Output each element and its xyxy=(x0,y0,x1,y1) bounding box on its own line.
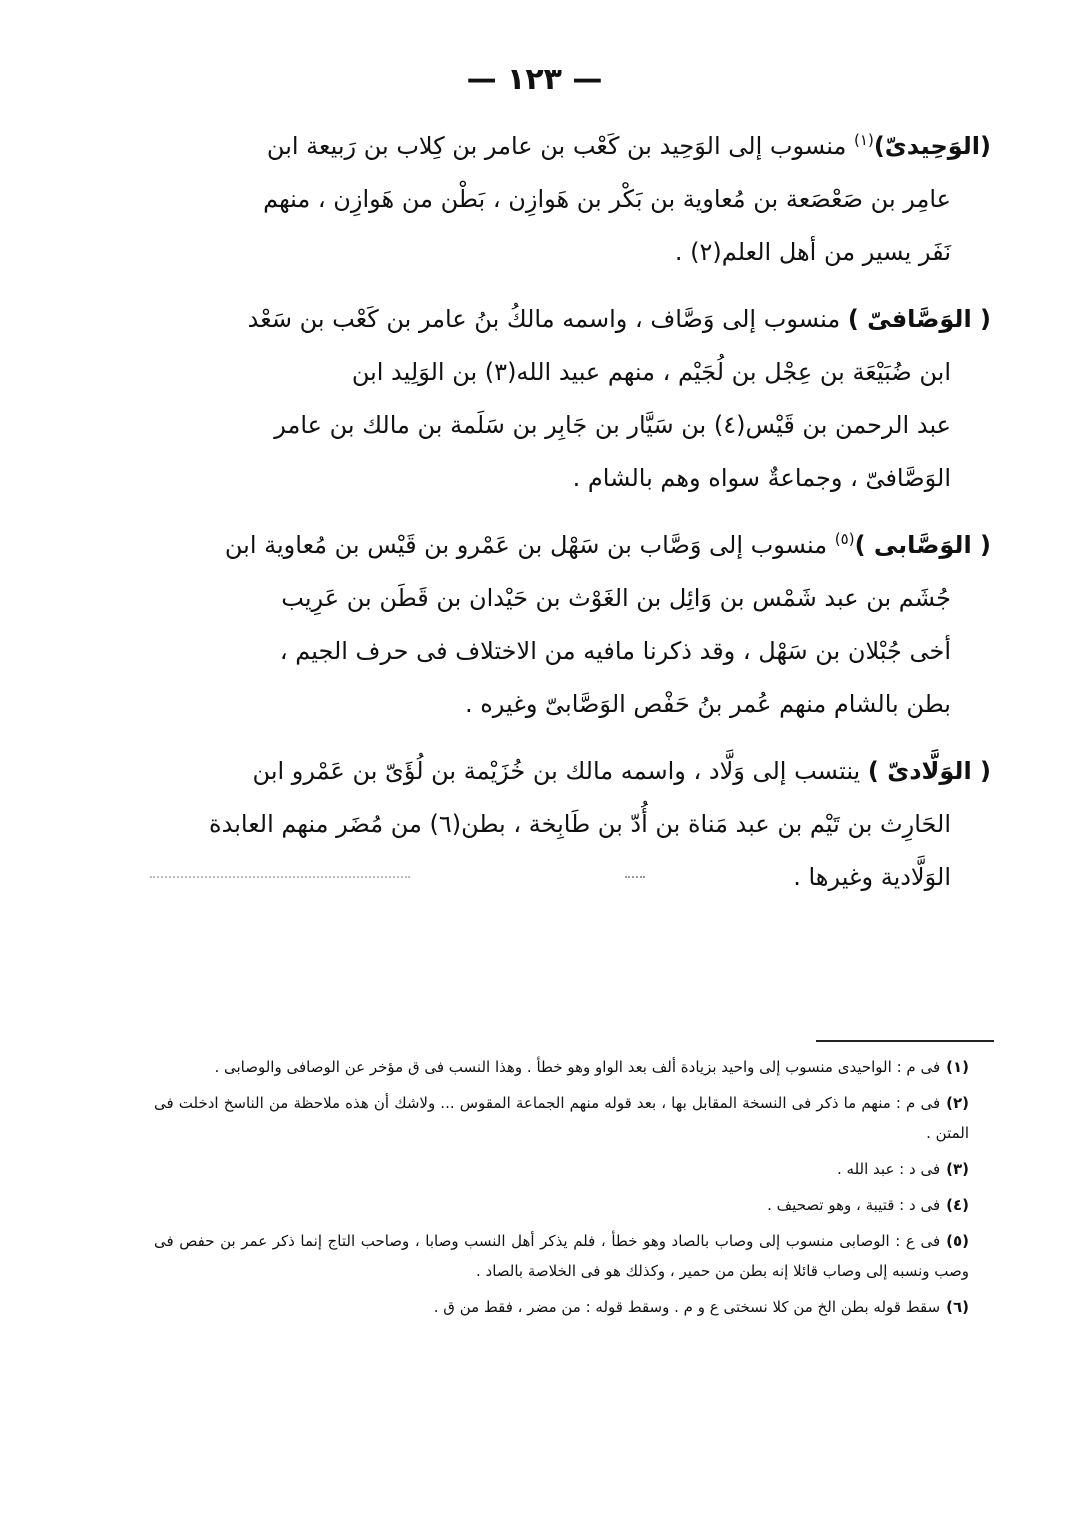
entry-line: بطن بالشام منهم عُمر بنُ حَفْص الوَصَّابىّ وغيره . xyxy=(464,690,951,718)
footnote-number: (١) xyxy=(946,1058,969,1076)
footnote xyxy=(154,1226,969,1286)
entry-wassafi xyxy=(161,293,991,505)
entry-line: الحَارِث بن تَيْم بن عبد مَناة بن أُدّ بن طَابِخة ، بطن(٦) من مُضَر منهم العابدة xyxy=(209,810,951,838)
footnote-text: فى م : الواحيدى منسوب إلى واحيد بزيادة ألف بعد الواو وهو خطأ . وهذا النسب فى ق مؤخر عن الوصافى والوصابى . xyxy=(214,1058,941,1076)
main-text xyxy=(161,120,991,918)
entry-line xyxy=(161,120,991,173)
footnote-text: فى د : عبد الله . xyxy=(837,1160,941,1178)
footnote xyxy=(154,1292,969,1322)
footnote-number: (٥) xyxy=(946,1232,969,1250)
entry-line: جُشَم بن عبد شَمْس بن وَائِل بن الغَوْث بن حَيْدان بن قَطَن بن عَرِيب xyxy=(281,584,951,612)
headword: ( الوَصَّافىّ ) xyxy=(847,305,991,333)
footnote-text: سقط قوله بطن الخ من كلا نسختى ع و م . وسقط قوله : من مضر ، فقط من ق . xyxy=(433,1298,941,1316)
headword: ( الوَصَّابى ) xyxy=(854,531,991,559)
entry-line: نَفَر يسير من أهل العلم(٢) . xyxy=(674,238,951,266)
entry-line: عبد الرحمن بن قَيْس(٤) بن سَيَّار بن جَابِر بن سَلَمة بن مالك بن عامر xyxy=(274,411,951,439)
print-speckle xyxy=(625,876,645,880)
footnote xyxy=(154,1052,969,1082)
footnote xyxy=(154,1154,969,1184)
footnote-number: (٣) xyxy=(946,1160,969,1178)
page-number: — ١٢٣ — xyxy=(466,62,603,97)
entry-line xyxy=(161,293,991,346)
footnote-separator-rule xyxy=(816,1040,994,1042)
entry-line xyxy=(161,519,991,572)
headword: ( الوَلَّادىّ ) xyxy=(867,757,991,785)
entry-text: منسوب إلى وَصَّاف ، واسمه مالكُ بنُ عامر بن كَعْب بن سَعْد xyxy=(247,305,848,333)
footnote-ref: (١) xyxy=(854,131,874,149)
print-speckle xyxy=(150,876,410,880)
entry-line: ابن ضُبَيْعَة بن عِجْل بن لُجَيْم ، منهم عبيد الله(٣) بن الوَلِيد ابن xyxy=(351,358,951,386)
footnote-text: فى ع : الوصابى منسوب إلى وصاب بالصاد وهو خطأ ، فلم يذكر أهل النسب وصابا ، وصاحب التاج إنما ذكر عمر بن حفص فى وصب ونسبه إلى وصاب قائلا إنه بطن من حمير ، وكذلك هو فى الخلاصة بالصاد . xyxy=(154,1232,969,1280)
entry-wahidi xyxy=(161,120,991,279)
footnote xyxy=(154,1088,969,1148)
headword: (الوَحِيدىّ) xyxy=(873,132,991,160)
footnotes xyxy=(154,1052,969,1328)
entry-line: أخى جُبْلان بن سَهْل ، وقد ذكرنا مافيه من الاختلاف فى حرف الجيم ، xyxy=(279,637,951,665)
footnote-number: (٢) xyxy=(946,1094,969,1112)
footnote xyxy=(154,1190,969,1220)
entry-text: منسوب إلى وَصَّاب بن سَهْل بن عَمْرو بن قَيْس بن مُعاوية ابن xyxy=(224,531,835,559)
entry-line: الوَلَّادية وغيرها . xyxy=(793,863,951,891)
entry-text: منسوب إلى الوَحِيد بن كَعْب بن عامر بن كِلاب بن رَبيعة ابن xyxy=(266,132,855,160)
entry-line: عامِر بن صَعْصَعة بن مُعاوية بن بَكْر بن هَوازِن ، بَطْن من هَوازِن ، منهم xyxy=(263,185,951,213)
footnote-number: (٤) xyxy=(946,1196,969,1214)
entry-line xyxy=(161,745,991,798)
entry-text: ينتسب إلى وَلَّاد ، واسمه مالك بن خُزَيْمة بن لُؤَىّ بن عَمْرو ابن xyxy=(252,757,868,785)
entry-line: الوَصَّافىّ ، وجماعةٌ سواه وهم بالشام . xyxy=(572,464,951,492)
entry-wassabi xyxy=(161,519,991,731)
footnote-text: فى د : قتيبة ، وهو تصحيف . xyxy=(767,1196,941,1214)
footnote-ref: (٥) xyxy=(834,530,855,548)
footnote-text: فى م : منهم ما ذكر فى النسخة المقابل بها ، بعد قوله منهم الجماعة المقوس ... ولاشك أن هذه ملاحظة من الناسخ ادخلت فى المتن . xyxy=(154,1094,969,1142)
entry-walladi xyxy=(161,745,991,904)
footnote-number: (٦) xyxy=(946,1298,969,1316)
